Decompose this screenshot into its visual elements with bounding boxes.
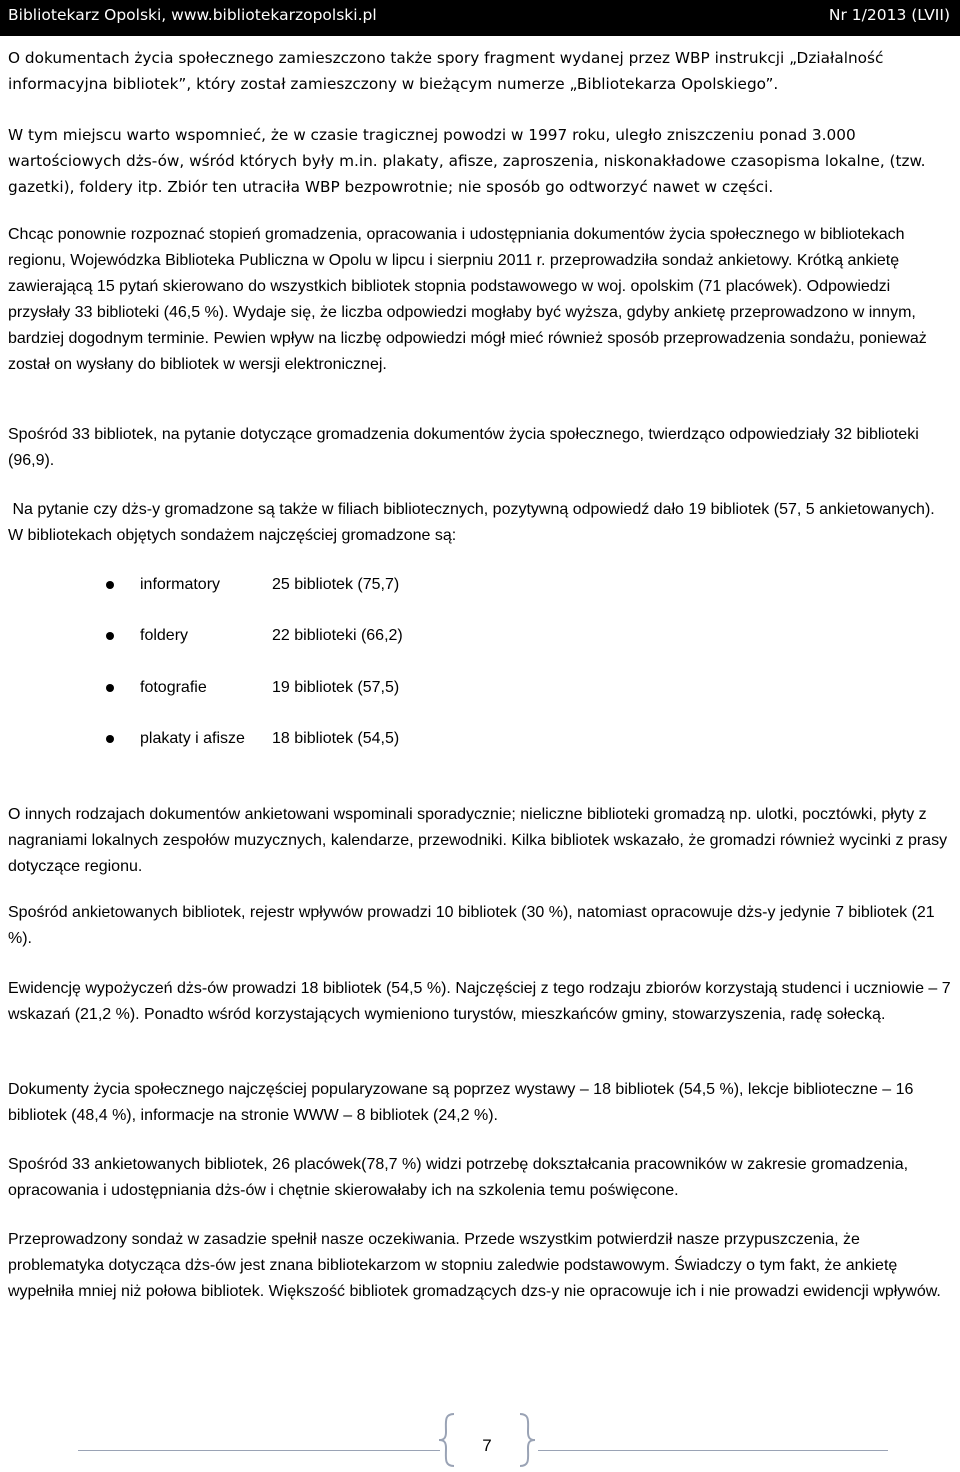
paragraph-1: O dokumentach życia społecznego zamieszczono także spory fragment wydanej przez WBP instrukcji „Działalność informacyjna bibliotek”, który został zamieszczony w bieżącym numerze „Bibliotekarza Opolskiego”. — [8, 49, 884, 93]
paragraph-10: Spośród 33 ankietowanych bibliotek, 26 placówek(78,7 %) widzi potrzebę dokształcania pracowników w zakresie gromadzenia, opracowania i udostępniania dżs-ów i chętnie skierowałaby ich na szkolenia temu poświęcone. — [8, 1156, 909, 1199]
list-item-label: fotografie — [140, 679, 207, 696]
list-item-value: 25 bibliotek (75,7) — [272, 576, 400, 593]
paragraph-2: W tym miejscu warto wspomnieć, że w czasie tragicznej powodzi w 1997 roku, uległo zniszczeniu ponad 3.000 wartościowych dżs-ów, wśród których były m.in. plakaty, afisze, zaproszenia, niskonakładowe czasopisma lokalne, (tzw. gazetki), foldery itp. Zbiór ten utraciła WBP bezpowrotnie; nie sposób go odtworzyć nawet w części. — [8, 126, 926, 196]
page-number: 7 — [482, 1436, 492, 1455]
list-item-value: 18 bibliotek (54,5) — [272, 730, 400, 747]
footer-rule-left — [78, 1450, 440, 1451]
bullet-icon — [106, 581, 114, 589]
paragraph-8: Ewidencję wypożyczeń dżs-ów prowadzi 18 bibliotek (54,5 %). Najczęściej z tego rodzaju zbiorów korzystają studenci i uczniowie – 7 wskazań (21,2 %). Ponadto wśród korzystających wymieniono turystów, mieszkańców gminy, stowarzyszenia, radę sołecką. — [8, 980, 951, 1023]
bullet-icon — [106, 684, 114, 692]
list-item-label: plakaty i afisze — [140, 730, 245, 747]
list-item-value: 22 biblioteki (66,2) — [272, 627, 403, 644]
paragraph-6: O innych rodzajach dokumentów ankietowani wspominali sporadycznie; nieliczne biblioteki gromadzą np. ulotki, pocztówki, płyty z nagraniami lokalnych zespołów muzycznych, kalendarze, przewodniki. Kilka bibliotek wskazało, że gromadzi również wycinki z prasy dotyczące regionu. — [8, 806, 948, 875]
paragraph-7: Spośród ankietowanych bibliotek, rejestr wpływów prowadzi 10 bibliotek (30 %), natomiast opracowuje dżs-y jedynie 7 bibliotek (21 %). — [8, 904, 935, 947]
left-brace-icon — [436, 1412, 458, 1468]
list-item-value: 19 bibliotek (57,5) — [272, 679, 400, 696]
paragraph-5: Na pytanie czy dżs-y gromadzone są także w filiach bibliotecznych, pozytywną odpowiedź dało 19 bibliotek (57, 5 ankietowanych). W bibliotekach objętych sondażem najczęściej gromadzone są: — [8, 501, 944, 544]
header-publication: Bibliotekarz Opolski, www.bibliotekarzopolski.pl — [8, 6, 377, 24]
page-header — [0, 0, 960, 36]
list-item-label: informatory — [140, 576, 221, 593]
footer-rule-right — [538, 1450, 888, 1451]
paragraph-4: Spośród 33 bibliotek, na pytanie dotyczące gromadzenia dokumentów życia społecznego, twierdząco odpowiedziały 32 biblioteki (96,9). — [8, 426, 919, 469]
bullet-icon — [106, 735, 114, 743]
paragraph-11: Przeprowadzony sondaż w zasadzie spełnił nasze oczekiwania. Przede wszystkim potwierdził nasze przypuszczenia, że problematyka dotycząca dżs-ów jest znana bibliotekarzom w stopniu zaledwie podstawowym. Świadczy o tym fakt, że ankietę wypełniła mniej niż połowa bibliotek. Większość bibliotek gromadzących dzs-y nie opracowuje ich i nie prowadzi ewidencji wpływów. — [8, 1231, 941, 1300]
paragraph-3: Chcąc ponownie rozpoznać stopień gromadzenia, opracowania i udostępniania dokumentów życia społecznego w bibliotekach regionu, Wojewódzka Biblioteka Publiczna w Opolu w lipcu i sierpniu 2011 r. przeprowadziła sondaż ankietowy. Krótką ankietę zawierającą 15 pytań skierowano do wszystkich bibliotek stopnia podstawowego w woj. opolskim (71 placówek). Odpowiedzi przysłały 33 biblioteki (46,5 %). Wydaje się, że liczba odpowiedzi mogłaby być wyższa, gdyby ankietę przeprowadzono w innym, bardziej dogodnym terminie. Pewien wpływ na liczbę odpowiedzi mógł mieć również sposób przeprowadzenia sondażu, ponieważ został on wysłany do bibliotek w wersji elektronicznej. — [8, 226, 927, 373]
list-item-label: foldery — [140, 627, 189, 644]
header-issue-number: Nr 1/2013 (LVII) — [828, 6, 950, 24]
paragraph-9: Dokumenty życia społecznego najczęściej popularyzowane są poprzez wystawy – 18 bibliotek (54,5 %), lekcje biblioteczne – 16 bibliotek (48,4 %), informacje na stronie WWW – 8 bibliotek (24,2 %). — [8, 1081, 914, 1124]
right-brace-icon — [516, 1412, 538, 1468]
bullet-icon — [106, 632, 114, 640]
